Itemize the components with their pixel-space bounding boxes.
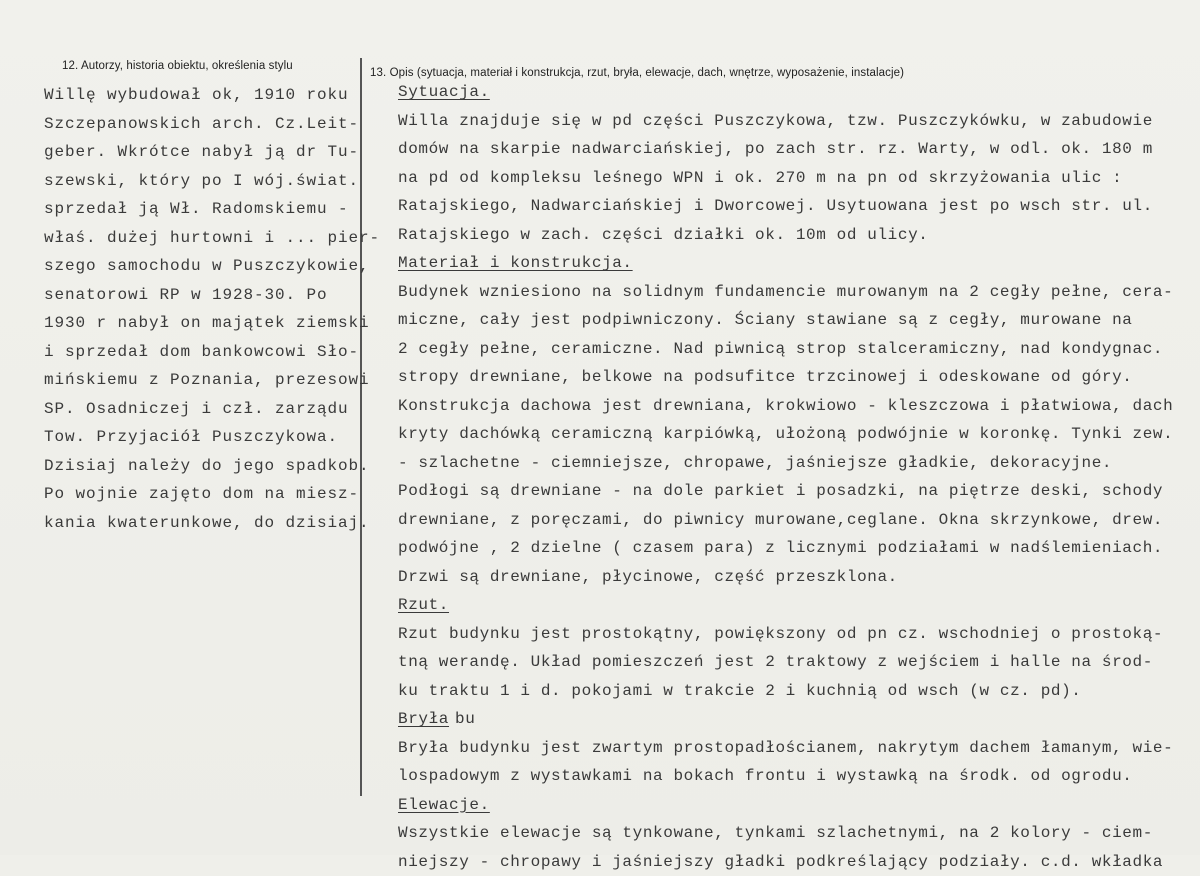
history-line: szego samochodu w Puszczykowie, [44,252,364,281]
section-heading [398,249,1188,278]
section-heading [398,791,1188,820]
history-line: kania kwaterunkowe, do dzisiaj. [44,509,364,538]
history-line: SP. Osadniczej i czł. zarządu [44,395,364,424]
history-line: szewski, który po I wój.świat. [44,167,364,196]
history-line: Willę wybudował ok, 1910 roku [44,81,364,110]
description-line: na pd od kompleksu leśnego WPN i ok. 270 m na pn od skrzyżowania ulic : [398,164,1188,193]
description-line: niejszy - chropawy i jaśniejszy gładki podkreślający podziały. c.d. wkładka [398,848,1188,876]
description-line: Rzut budynku jest prostokątny, powiększony od pn cz. wschodniej o prostoką- [398,620,1188,649]
section-heading-text: Sytuacja. [398,83,490,101]
description-line: podwójne , 2 dzielne ( czasem para) z licznymi podziałami w nadślemieniach. [398,534,1188,563]
section-heading [398,78,1188,107]
history-line: geber. Wkrótce nabył ją dr Tu- [44,138,364,167]
description-line: kryty dachówką ceramiczną karpiówką, ułożoną podwójnie w koronkę. Tynki zew. [398,420,1188,449]
description-line: lospadowym z wystawkami na bokach frontu i wystawką na środk. od ogrodu. [398,762,1188,791]
history-text [44,81,364,537]
history-line: i sprzedał dom bankowcowi Sło- [44,338,364,367]
description-line: 2 cegły pełne, ceramiczne. Nad piwnicą strop stalceramiczny, nad kondygnac. [398,335,1188,364]
section-heading-text: Materiał i konstrukcja. [398,254,633,272]
history-line: mińskiemu z Poznania, prezesowi [44,366,364,395]
history-line: Dzisiaj należy do jego spadkob. [44,452,364,481]
description-line: Ratajskiego, Nadwarciańskiej i Dworcowej. Usytuowana jest po wsch str. ul. [398,192,1188,221]
history-line: senatorowi RP w 1928-30. Po [44,281,364,310]
heading-annotation: bu [455,705,475,734]
history-line: właś. dużej hurtowni i ... pier- [44,224,364,253]
section-heading-text: Rzut. [398,596,449,614]
description-line: - szlachetne - ciemniejsze, chropawe, jaśniejsze gładkie, dekoracyjne. [398,449,1188,478]
history-line: Tow. Przyjaciół Puszczykowa. [44,423,364,452]
section-heading [398,705,1188,734]
history-line: Szczepanowskich arch. Cz.Leit- [44,110,364,139]
description-text [398,78,1188,876]
history-line: 1930 r nabył on majątek ziemski [44,309,364,338]
description-line: domów na skarpie nadwarciańskiej, po zach str. rz. Warty, w odl. ok. 180 m [398,135,1188,164]
right-column-header: 13. Opis (sytuacja, materiał i konstrukcja, rzut, bryła, elewacje, dach, wnętrze, wyposażenie, instalacje) [370,67,904,79]
description-line: Drzwi są drewniane, płycinowe, część przeszklona. [398,563,1188,592]
section-heading-text: Bryła [398,710,449,728]
description-line: tną werandę. Układ pomieszczeń jest 2 traktowy z wejściem i halle na środ- [398,648,1188,677]
description-line: Bryła budynku jest zwartym prostopadłościanem, nakrytym dachem łamanym, wie- [398,734,1188,763]
description-line: stropy drewniane, belkowe na podsufitce trzcinowej i odeskowane od góry. [398,363,1188,392]
description-line: Wszystkie elewacje są tynkowane, tynkami szlachetnymi, na 2 kolory - ciem- [398,819,1188,848]
description-line: drewniane, z poręczami, do piwnicy murowane,ceglane. Okna skrzynkowe, drew. [398,506,1188,535]
section-heading [398,591,1188,620]
left-column-header: 12. Autorzy, historia obiektu, określenia stylu [62,60,293,72]
description-line: miczne, cały jest podpiwniczony. Ściany stawiane są z cegły, murowane na [398,306,1188,335]
description-line: Ratajskiego w zach. części działki ok. 10m od ulicy. [398,221,1188,250]
history-line: sprzedał ją Wł. Radomskiemu - [44,195,364,224]
history-line: Po wojnie zajęto dom na miesz- [44,480,364,509]
description-line: Budynek wzniesiono na solidnym fundamencie murowanym na 2 cegły pełne, cera- [398,278,1188,307]
description-line: ku traktu 1 i d. pokojami w trakcie 2 i kuchnią od wsch (w cz. pd). [398,677,1188,706]
description-line: Willa znajduje się w pd części Puszczykowa, tzw. Puszczykówku, w zabudowie [398,107,1188,136]
description-line: Podłogi są drewniane - na dole parkiet i posadzki, na piętrze deski, schody [398,477,1188,506]
section-heading-text: Elewacje. [398,796,490,814]
description-line: Konstrukcja dachowa jest drewniana, krokwiowo - kleszczowa i płatwiowa, dach [398,392,1188,421]
